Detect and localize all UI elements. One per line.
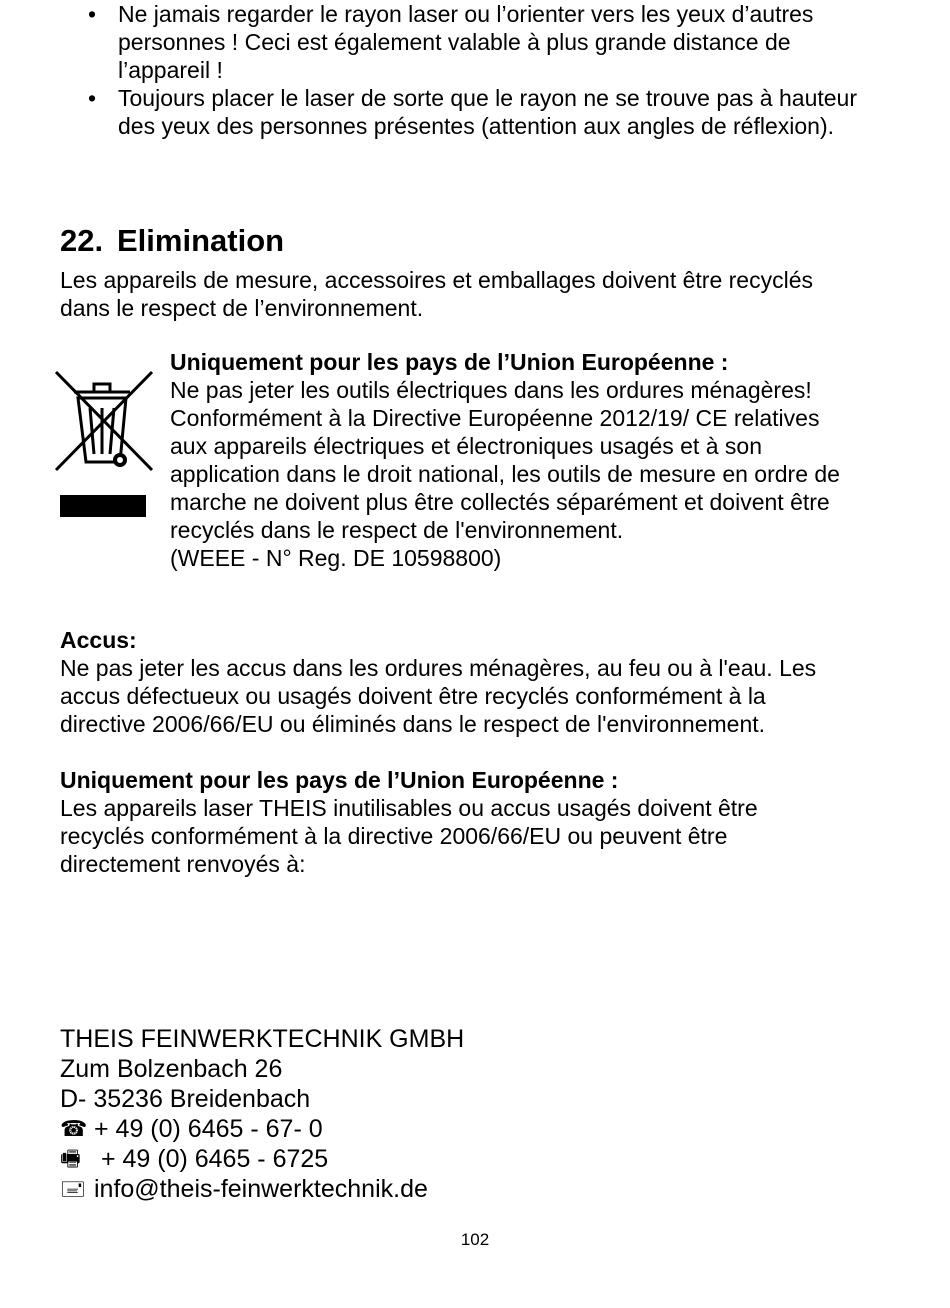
eu-devices-block (170, 348, 870, 572)
eu-devices-text: Ne pas jeter les outils électriques dans les ordures ménagères! Conformément à la Directive Européenne 2012/19/ CE relatives aux appareils électriques et électroniques usagés et à son application dans le droit national, les outils de mesure en ordre de marche ne doivent plus être collectés séparément et doivent être recyclés dans le respect de l'environnement. (170, 377, 840, 543)
accus-text: Ne pas jeter les accus dans les ordures ménagères, au feu ou à l'eau. Les accus défectueux ou usagés doivent être recyclés conformément à la directive 2006/66/EU ou éliminés dans le respect de l'environnement. (60, 655, 817, 737)
weee-bin-icon (54, 370, 154, 520)
bullet-item (60, 84, 860, 140)
section-heading (60, 222, 284, 260)
bullet-dot-icon: • (88, 1, 97, 27)
safety-bullet-list (60, 0, 860, 140)
eu-laser-heading: Uniquement pour les pays de l’Union Européenne : (60, 767, 619, 793)
phone-icon: ☎ (60, 1116, 88, 1141)
fax-row (60, 1144, 464, 1174)
section-title: Elimination (117, 223, 285, 258)
email-row (60, 1174, 464, 1204)
phone-row (60, 1114, 464, 1144)
email-address[interactable]: info@theis-feinwerktechnik.de (94, 1175, 428, 1203)
page-number: 102 (460, 1230, 490, 1249)
section-number: 22. (60, 223, 104, 258)
fax-icon: 🖷 (60, 1146, 81, 1171)
accus-heading: Accus: (60, 627, 137, 653)
phone-number: + 49 (0) 6465 - 67- 0 (94, 1115, 323, 1143)
email-icon: 🖃 (60, 1176, 86, 1201)
street-address: Zum Bolzenbach 26 (60, 1055, 283, 1083)
city-address: D- 35236 Breidenbach (60, 1085, 311, 1113)
weee-registration: (WEEE - N° Reg. DE 10598800) (170, 545, 502, 571)
fax-number: + 49 (0) 6465 - 6725 (94, 1145, 329, 1173)
bullet-dot-icon: • (88, 85, 97, 111)
bullet-text: Ne jamais regarder le rayon laser ou l’orienter vers les yeux d’autres personnes ! Ceci est également valable à plus grande distance de l’appareil ! (118, 1, 814, 83)
section-intro: Les appareils de mesure, accessoires et emballages doivent être recyclés dans le respect de l’environnement. (60, 267, 813, 321)
eu-laser-text: Les appareils laser THEIS inutilisables ou accus usagés doivent être recyclés conformément à la directive 2006/66/EU ou peuvent être directement renvoyés à: (60, 795, 758, 877)
company-name: THEIS FEINWERKTECHNIK GMBH (60, 1025, 465, 1053)
bullet-item (60, 0, 860, 84)
bullet-text: Toujours placer le laser de sorte que le rayon ne se trouve pas à hauteur des yeux des personnes présentes (attention aux angles de réflexion). (118, 85, 857, 139)
accus-block (60, 626, 850, 738)
eu-laser-block (60, 766, 820, 878)
eu-devices-heading: Uniquement pour les pays de l’Union Européenne : (170, 349, 729, 375)
contact-address (60, 1024, 464, 1204)
